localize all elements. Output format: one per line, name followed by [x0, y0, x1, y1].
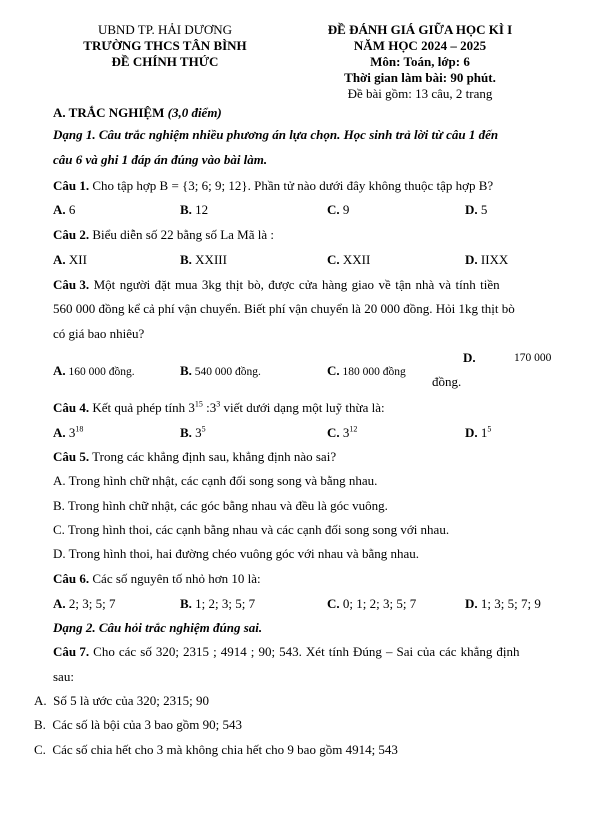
q3-option-d-letter: D.	[463, 350, 476, 365]
q6-option-d: D. 1; 3; 5; 7; 9	[465, 596, 541, 611]
q1-option-d: D. 5	[465, 202, 488, 217]
q5-option-b: B. Trong hình chữ nhật, các góc bằng nhau và đều là góc vuông.	[53, 498, 388, 513]
subject: Môn: Toán, lớp: 6	[370, 54, 470, 69]
type1-line1: Dạng 1. Câu trắc nghiệm nhiều phương án lựa chọn. Học sinh trả lời từ câu 1 đến	[53, 127, 499, 142]
school-year: NĂM HỌC 2024 – 2025	[353, 38, 487, 53]
question-1: Câu 1. Cho tập hợp B = {3; 6; 9; 12}. Phần tử nào dưới đây không thuộc tập hợp B?	[53, 178, 494, 193]
q5-option-a: A. Trong hình chữ nhật, các cạnh đối song song và bằng nhau.	[53, 473, 378, 488]
header-left	[60, 22, 270, 70]
question-3-line3: có giá bao nhiêu?	[53, 326, 145, 341]
q2-option-c: C. XXII	[327, 252, 371, 267]
question-5: Câu 5. Trong các khẳng định sau, khẳng định nào sai?	[53, 449, 337, 464]
q4-option-a: A. $3^{18}$	[53, 424, 84, 440]
q6-option-b: B. 1; 2; 3; 5; 7	[180, 596, 256, 611]
question-2: Câu 2. Biểu diễn số 22 bằng số La Mã là :	[53, 227, 274, 242]
q3-option-c: C. 180 000 đồng	[327, 363, 406, 378]
exam-time: Thời gian làm bài: 90 phút.	[344, 70, 496, 85]
q6-option-c: C. 0; 1; 2; 3; 5; 7	[327, 596, 417, 611]
q7-item-b: B. Các số là bội của 3 bao gồm 90; 543	[34, 717, 242, 732]
question-3-line2: 560 000 đồng kể cả phí vận chuyển. Biết phí vận chuyển là 20 000 đồng. Hỏi 1kg thịt bò	[53, 301, 515, 316]
q2-option-a: A. XII	[53, 252, 87, 267]
question-7-line1: Câu 7. Cho các số 320; 2315 ; 4914 ; 90; 543. Xét tính Đúng – Sai của các khẳng định	[53, 644, 520, 659]
q3-option-d-unit: đồng.	[432, 374, 462, 389]
q7-item-a: A. Số 5 là ước của 320; 2315; 90	[34, 693, 209, 708]
q4-option-c: C. $3^{12}$	[327, 424, 358, 440]
q2-option-d: D. IIXX	[465, 252, 509, 267]
question-7-line2: sau:	[53, 669, 74, 684]
q7-item-c: C. Các số chia hết cho 3 mà không chia hết cho 9 bao gồm 4914; 543	[34, 742, 398, 757]
q4-option-d: D. $1^5$	[465, 424, 492, 440]
q5-option-c: C. Trong hình thoi, các cạnh bằng nhau và các cạnh đối song song với nhau.	[53, 522, 450, 537]
header-right	[290, 22, 550, 102]
q3-option-d-value: 170 000	[514, 352, 552, 364]
section-a-title: A. TRẮC NGHIỆM (3,0 điểm)	[53, 105, 222, 120]
exam-title: ĐỀ ĐÁNH GIÁ GIỮA HỌC KÌ I	[327, 22, 513, 37]
q6-option-a: A. 2; 3; 5; 7	[53, 596, 116, 611]
q1-option-b: B. 12	[180, 202, 209, 217]
question-3-line1: Câu 3. Một người đặt mua 3kg thịt bò, được cửa hàng giao về tận nhà và tính tiền	[53, 277, 500, 292]
school-name: TRƯỜNG THCS TÂN BÌNH	[83, 38, 247, 53]
question-4: Câu 4. Kết quả phép tính $3^{15}$ $:3^3$ viết dưới dạng một luỹ thừa là:	[53, 399, 385, 415]
department-name: UBND TP. HẢI DƯƠNG	[97, 22, 233, 37]
page-count: Đề bài gồm: 13 câu, 2 trang	[347, 86, 493, 101]
q5-option-d: D. Trong hình thoi, hai đường chéo vuông góc với nhau và bằng nhau.	[53, 546, 419, 561]
type2-title: Dạng 2. Câu hỏi trắc nghiệm đúng sai.	[53, 620, 263, 635]
type1-line2: câu 6 và ghi 1 đáp án đúng vào bài làm.	[53, 152, 268, 167]
q3-option-b: B. 540 000 đồng.	[180, 363, 261, 378]
q3-option-a: A. 160 000 đồng.	[53, 363, 135, 378]
question-6: Câu 6. Các số nguyên tố nhỏ hơn 10 là:	[53, 571, 261, 586]
q1-option-c: C. 9	[327, 202, 350, 217]
official-label: ĐỀ CHÍNH THỨC	[111, 54, 219, 69]
q2-option-b: B. XXIII	[180, 252, 227, 267]
q1-option-a: A. 6	[53, 202, 76, 217]
q4-option-b: B. $3^5$	[180, 424, 206, 440]
